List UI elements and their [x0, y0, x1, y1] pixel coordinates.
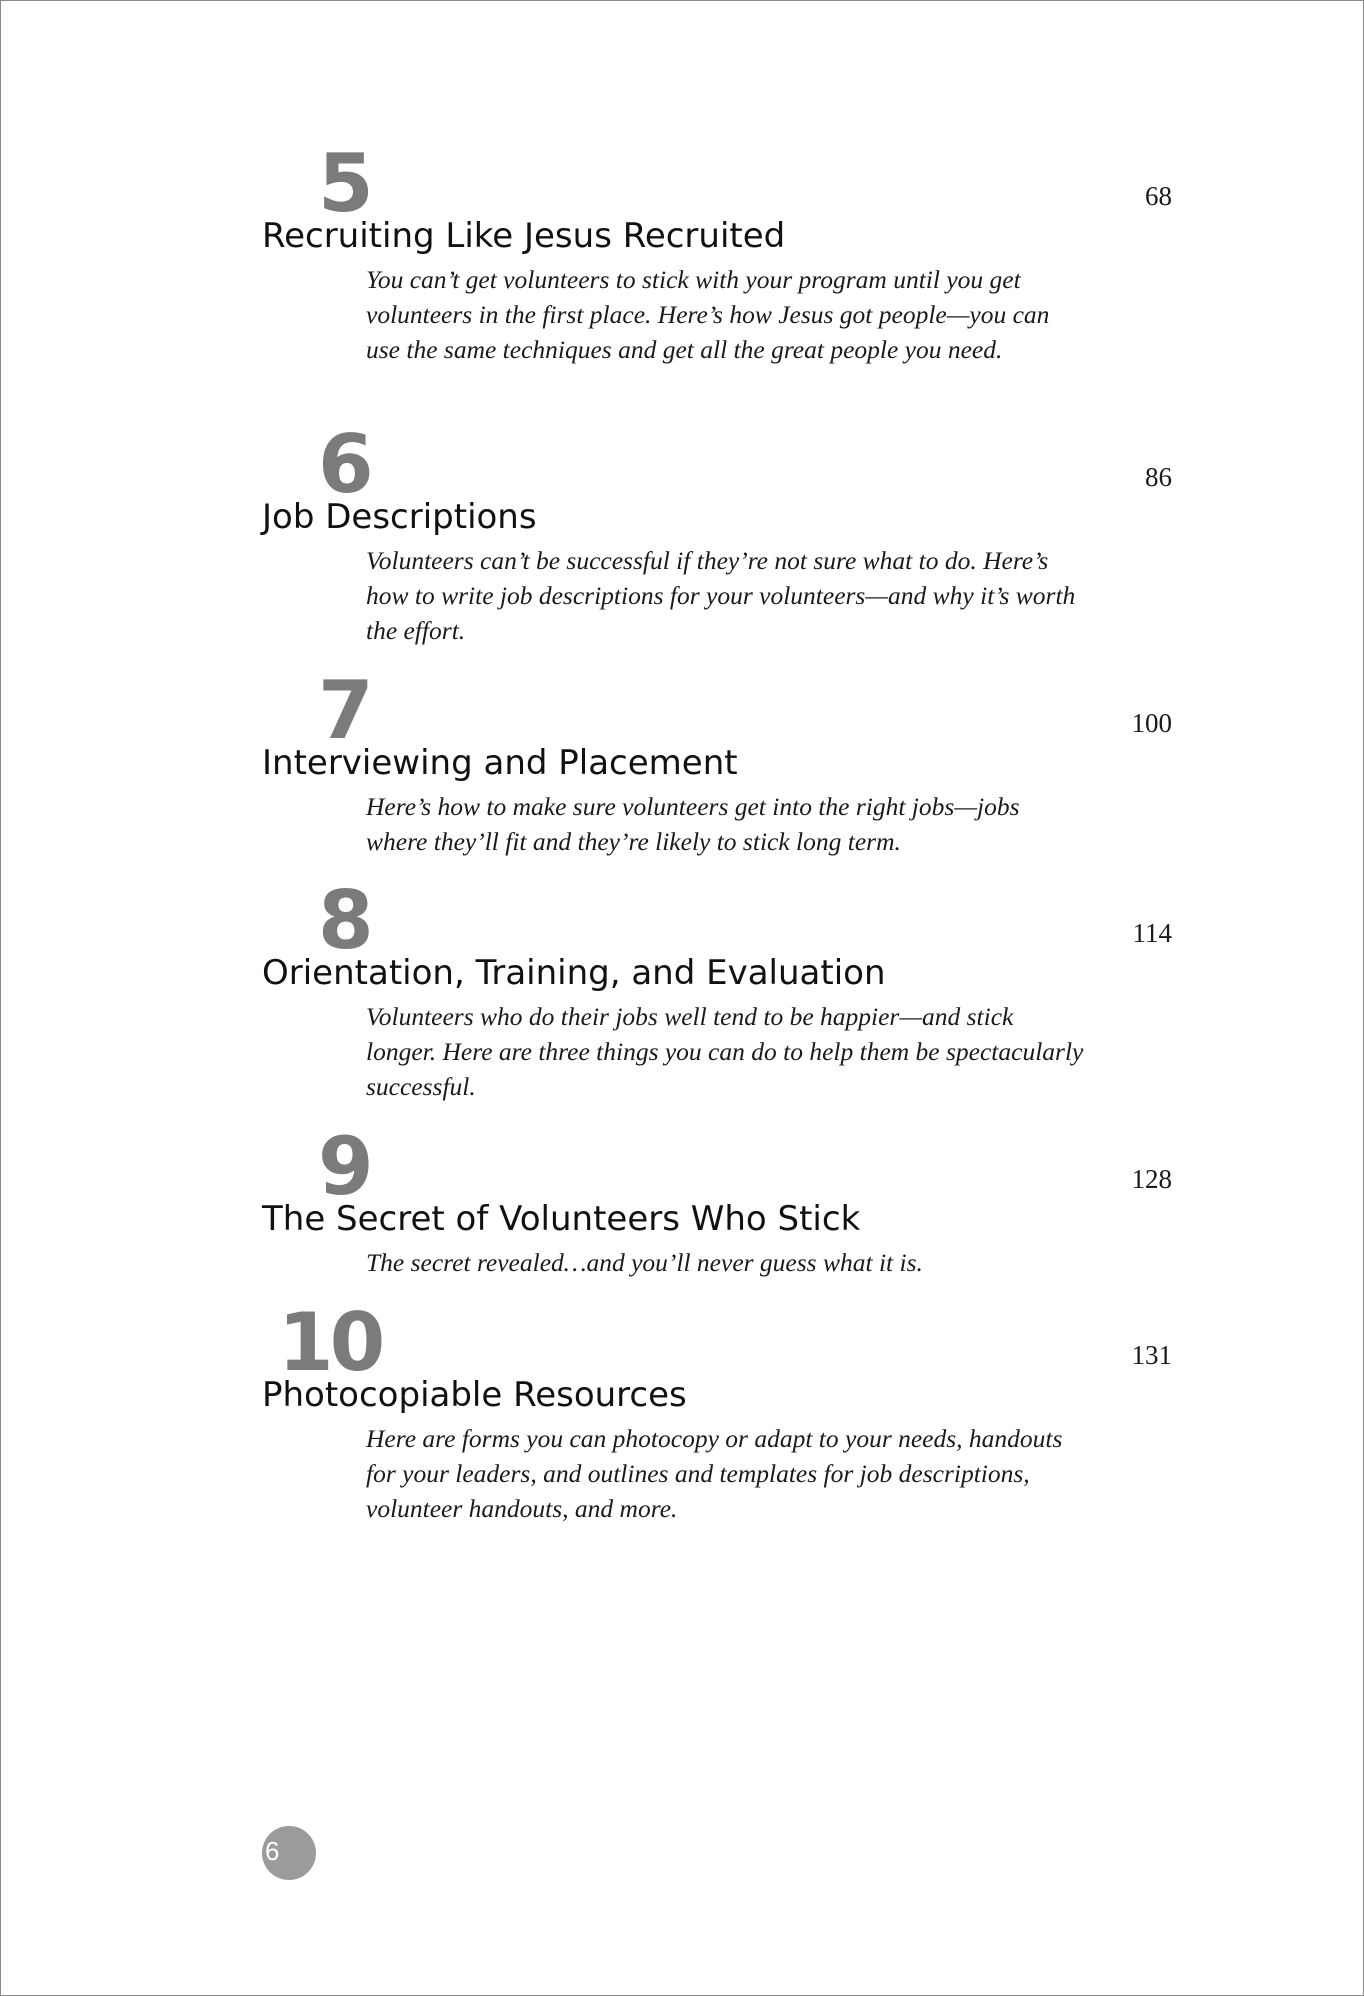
chapter-number: 7: [318, 664, 370, 757]
chapter-description: Here’s how to make sure volunteers get into the right jobs—jobs where they’ll fit and they’re likely to stick long term.: [366, 792, 1020, 856]
chapter-number: 6: [318, 418, 370, 511]
chapter-title[interactable]: Photocopiable Resources: [262, 1375, 687, 1415]
chapter-title[interactable]: Job Descriptions: [262, 497, 537, 537]
chapter-page-number: 131: [1131, 1340, 1172, 1370]
chapter-description: Here are forms you can photocopy or adapt to your needs, handouts for your leaders, and outlines and templates for job descriptions, volunteer handouts, and more.: [366, 1424, 1063, 1523]
page-number: 6: [265, 1836, 280, 1866]
chapter-description: You can’t get volunteers to stick with your program until you get volunteers in the first place. Here’s how Jesus got people—you can use the same techniques and get all the great people you need.: [366, 265, 1050, 364]
chapter-page-number: 86: [1145, 462, 1172, 492]
chapter-title[interactable]: Orientation, Training, and Evaluation: [262, 953, 886, 993]
chapter-number: 8: [318, 874, 370, 967]
chapter-title[interactable]: Recruiting Like Jesus Recruited: [262, 216, 786, 256]
chapter-number: 5: [318, 137, 370, 230]
chapter-page-number: 128: [1131, 1164, 1172, 1194]
chapter-description: The secret revealed…and you’ll never guess what it is.: [366, 1248, 923, 1277]
chapter-title[interactable]: The Secret of Volunteers Who Stick: [262, 1199, 861, 1239]
chapter-number: 10: [278, 1296, 382, 1389]
chapter-page-number: 114: [1132, 918, 1172, 948]
chapter-description: Volunteers can’t be successful if they’re not sure what to do. Here’s how to write job descriptions for your volunteers—and why it’s worth the effort.: [366, 546, 1076, 645]
chapter-page-number: 68: [1145, 181, 1172, 211]
chapter-description: Volunteers who do their jobs well tend to be happier—and stick longer. Here are three things you can do to help them be spectacularly successful.: [366, 1002, 1084, 1101]
chapter-page-number: 100: [1131, 708, 1172, 738]
chapter-title[interactable]: Interviewing and Placement: [262, 743, 738, 783]
chapter-number: 9: [318, 1120, 370, 1213]
